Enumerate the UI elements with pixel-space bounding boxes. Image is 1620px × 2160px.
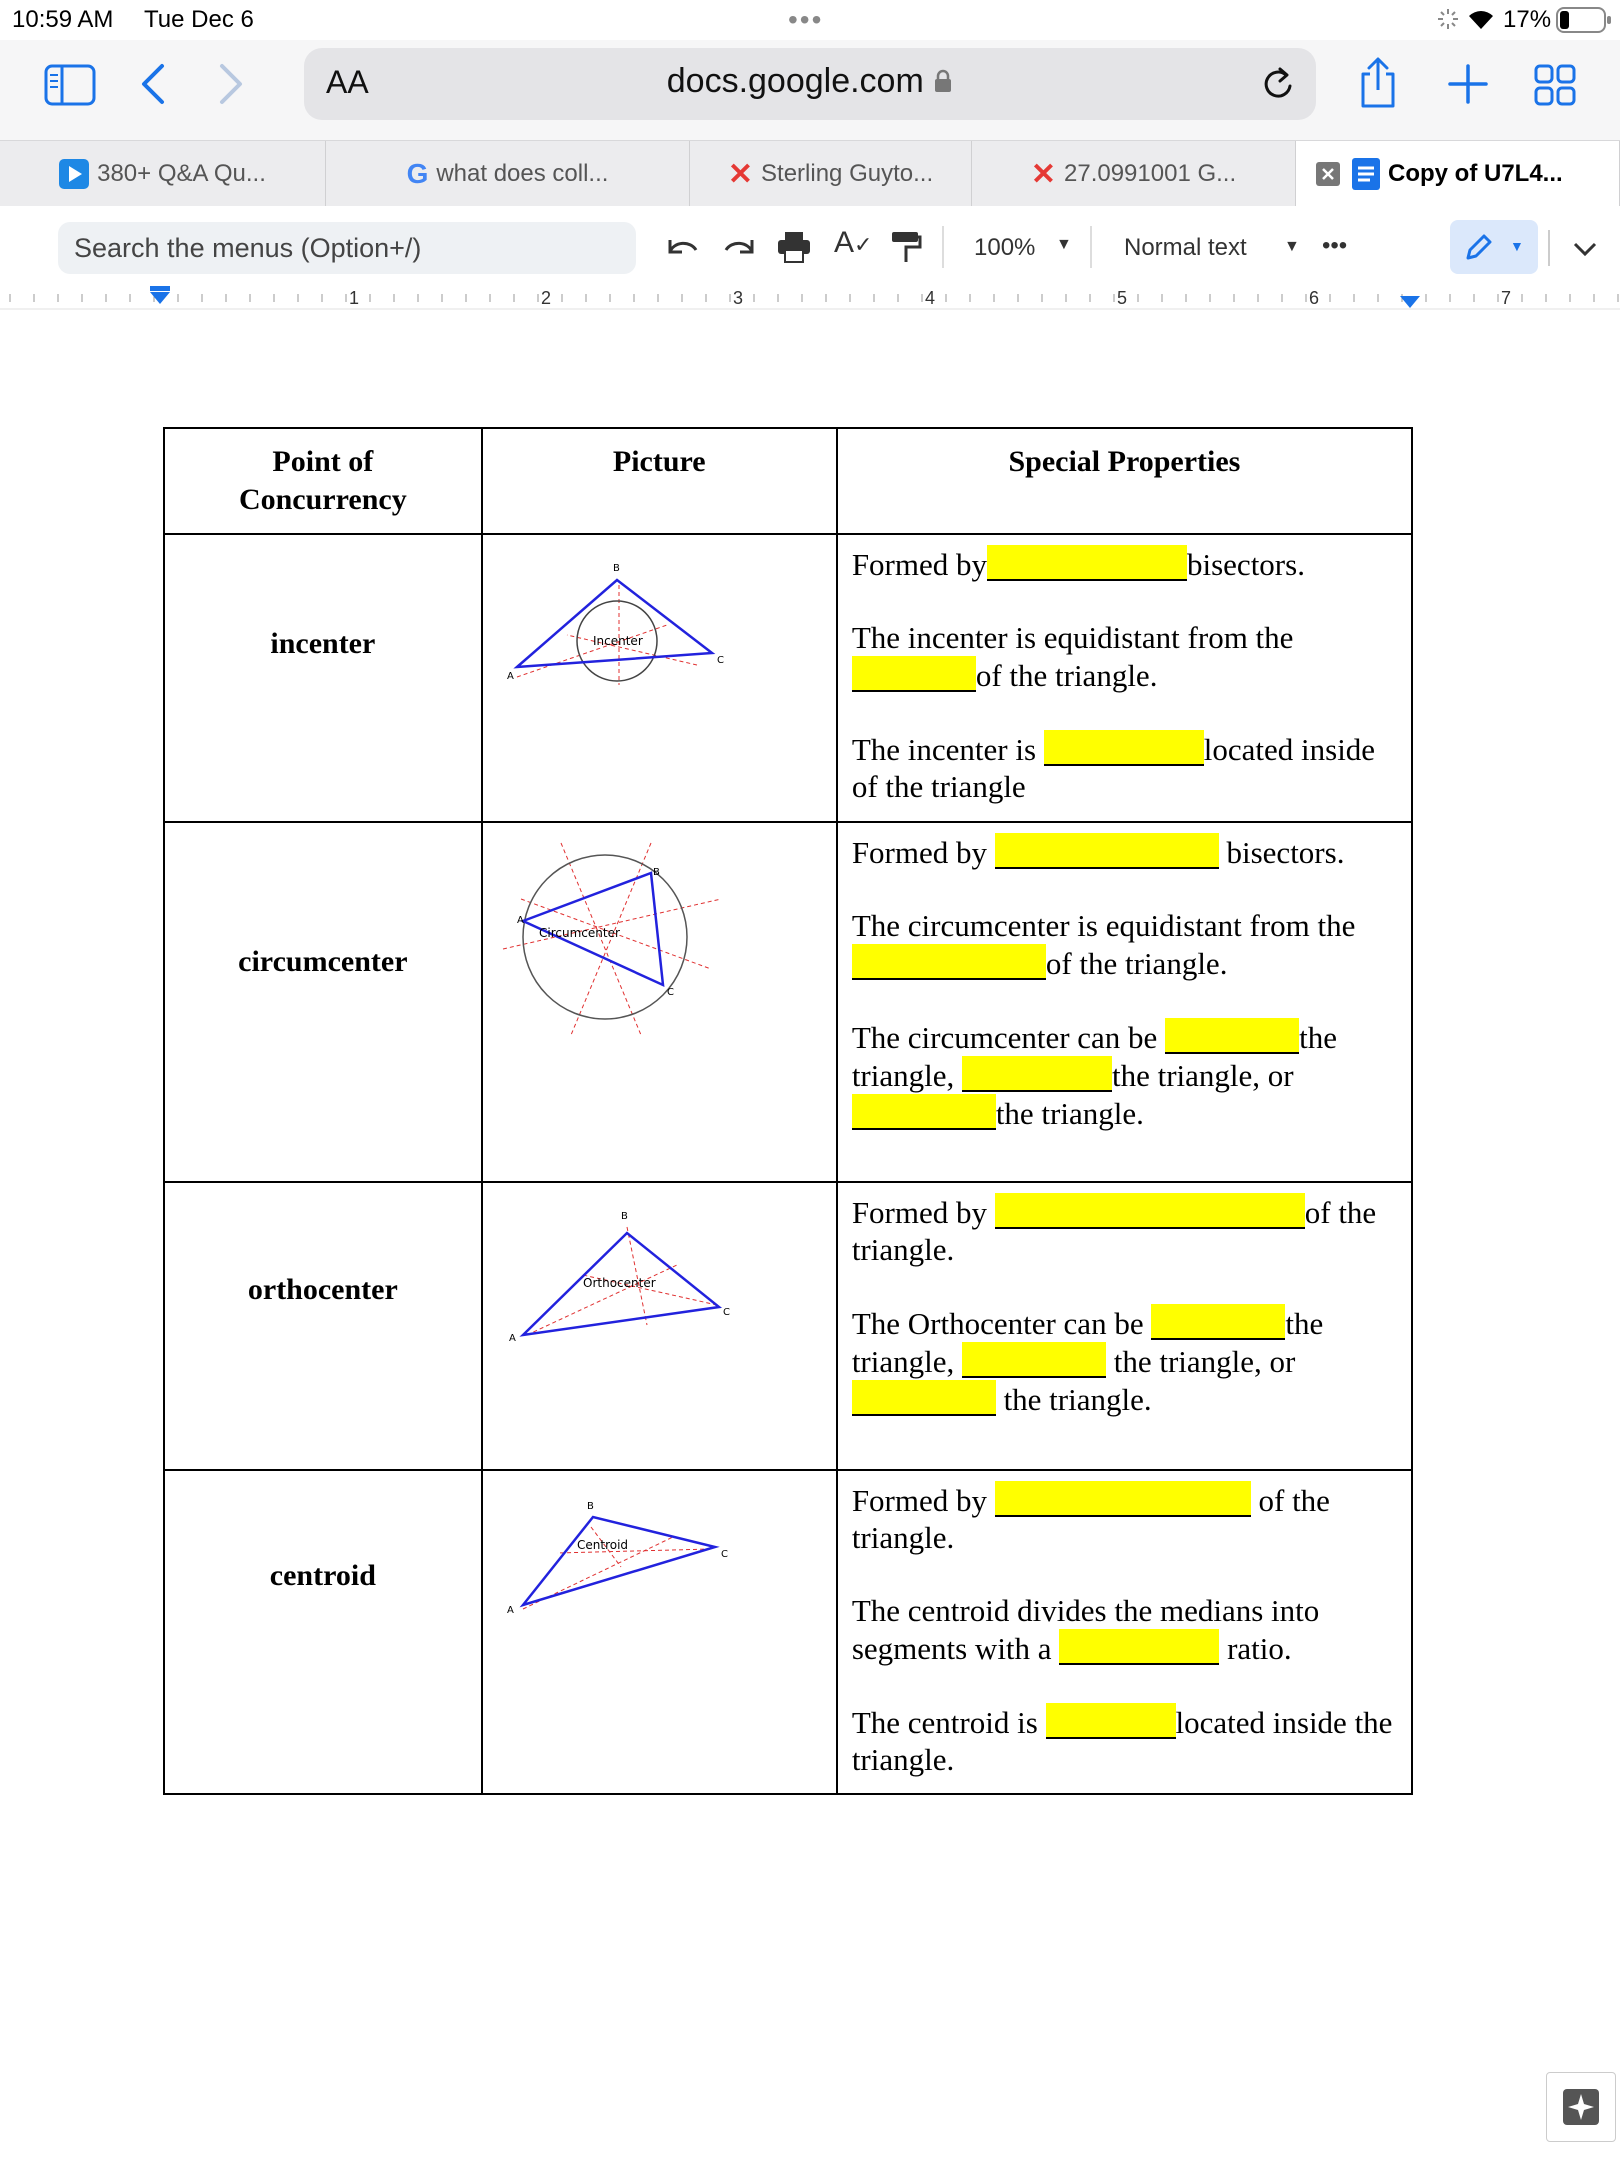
ruler-mark: 7 bbox=[1501, 288, 1512, 308]
address-bar[interactable] bbox=[304, 48, 1316, 120]
property-text: The circumcenter is equidistant from the bbox=[851, 908, 1356, 943]
ruler-ticks bbox=[0, 286, 1620, 310]
header-properties: Special Properties bbox=[837, 428, 1412, 534]
property-text: located inside the triangle. bbox=[851, 1705, 1393, 1777]
docs-icon bbox=[1352, 158, 1380, 190]
row-name: centroid bbox=[164, 1470, 482, 1794]
status-date: Tue Dec 6 bbox=[144, 6, 254, 33]
answer-blank[interactable] bbox=[987, 545, 1187, 581]
property-line bbox=[852, 730, 1401, 805]
diagram-label: Incenter bbox=[592, 634, 643, 648]
property-text: of the triangle. bbox=[975, 658, 1158, 693]
forward-icon[interactable] bbox=[216, 62, 246, 106]
battery-percent: 17% bbox=[1503, 6, 1552, 33]
share-icon[interactable] bbox=[1358, 56, 1398, 110]
property-text: The circumcenter can be bbox=[851, 1020, 1158, 1055]
close-tab-icon[interactable] bbox=[1316, 162, 1340, 186]
ruler-mark: 4 bbox=[925, 288, 936, 308]
status-bar bbox=[0, 0, 1620, 40]
vertex-label-a: A bbox=[508, 1333, 516, 1344]
property-text: the triangle, bbox=[851, 1306, 1324, 1379]
vertex-label-c: C bbox=[716, 655, 724, 666]
property-text: ratio. bbox=[1227, 1631, 1292, 1666]
ruler-mark: 3 bbox=[733, 288, 744, 308]
vertex-label-b: B bbox=[620, 1211, 628, 1222]
text-size-button[interactable]: AA bbox=[326, 64, 369, 100]
toolbar-divider bbox=[942, 226, 944, 268]
property-line bbox=[852, 1018, 1401, 1132]
picture-cell bbox=[482, 822, 837, 1182]
vertex-label-b: B bbox=[612, 563, 620, 574]
property-text: the triangle, or bbox=[1113, 1344, 1296, 1379]
answer-blank[interactable] bbox=[852, 1380, 996, 1416]
answer-blank[interactable] bbox=[1046, 1703, 1176, 1739]
vertex-label-c: C bbox=[720, 1549, 728, 1560]
answer-blank[interactable] bbox=[962, 1342, 1106, 1378]
diagram-label: Centroid bbox=[576, 1538, 628, 1552]
table-row bbox=[164, 534, 1412, 822]
tab-label: 380+ Q&A Qu... bbox=[97, 160, 266, 187]
answer-blank[interactable] bbox=[1151, 1304, 1285, 1340]
reload-icon[interactable] bbox=[1260, 64, 1298, 104]
sidebar-icon[interactable] bbox=[44, 64, 96, 106]
answer-blank[interactable] bbox=[962, 1056, 1112, 1092]
vertex-label-a: A bbox=[516, 915, 524, 926]
google-icon: G bbox=[406, 158, 429, 189]
vertex-label-b: B bbox=[652, 867, 660, 878]
x-brand-icon: ✕ bbox=[727, 157, 754, 191]
answer-blank[interactable] bbox=[852, 656, 976, 692]
tab-number[interactable] bbox=[972, 141, 1296, 207]
tab-bar bbox=[0, 140, 1620, 208]
answer-blank[interactable] bbox=[1059, 1629, 1219, 1665]
orthocenter-diagram bbox=[507, 1205, 737, 1355]
new-tab-icon[interactable] bbox=[1448, 64, 1488, 104]
tab-label: 27.0991001 G... bbox=[1064, 160, 1237, 187]
ruler[interactable] bbox=[0, 286, 1620, 310]
url-domain: docs.google.com bbox=[666, 62, 924, 100]
property-line bbox=[852, 1481, 1401, 1556]
ruler-mark: 5 bbox=[1117, 288, 1128, 308]
wifi-icon bbox=[1466, 6, 1496, 32]
header-point: Point of Concurrency bbox=[164, 428, 482, 534]
centroid-diagram bbox=[501, 1487, 741, 1617]
status-time: 10:59 AM bbox=[12, 6, 114, 33]
property-text: Formed by bbox=[851, 547, 987, 582]
answer-blank[interactable] bbox=[995, 833, 1219, 869]
properties-cell bbox=[837, 1470, 1412, 1794]
back-icon[interactable] bbox=[138, 62, 168, 106]
tab-docs-active[interactable] bbox=[1296, 141, 1620, 207]
properties-cell bbox=[837, 1182, 1412, 1470]
property-line bbox=[852, 545, 1401, 583]
answer-blank[interactable] bbox=[995, 1193, 1305, 1229]
property-line bbox=[852, 833, 1401, 871]
table-row bbox=[164, 1470, 1412, 1794]
ruler-mark: 1 bbox=[349, 288, 360, 308]
multitasking-dots-icon[interactable]: ••• bbox=[788, 4, 824, 35]
property-line bbox=[852, 907, 1401, 982]
tab-label: Sterling Guyto... bbox=[761, 160, 934, 187]
menu-search-input[interactable]: Search the menus (Option+/) bbox=[58, 222, 636, 274]
table-row bbox=[164, 1182, 1412, 1470]
collapse-toolbar-icon[interactable] bbox=[1572, 240, 1598, 258]
diagram-label: Orthocenter bbox=[582, 1276, 656, 1290]
property-line bbox=[852, 619, 1401, 694]
more-options-icon[interactable]: ••• bbox=[1322, 232, 1348, 259]
property-text: The centroid is bbox=[851, 1705, 1038, 1740]
circumcenter-diagram bbox=[501, 839, 731, 1049]
lock-icon bbox=[933, 69, 953, 93]
row-name: orthocenter bbox=[164, 1182, 482, 1470]
property-text: Formed by bbox=[851, 1483, 987, 1518]
property-text: the triangle. bbox=[995, 1096, 1144, 1131]
zoom-select[interactable]: 100% bbox=[974, 234, 1036, 261]
tab-google[interactable] bbox=[326, 141, 690, 207]
ruler-mark: 6 bbox=[1309, 288, 1320, 308]
property-text: The Orthocenter can be bbox=[851, 1306, 1144, 1341]
property-text: of the triangle. bbox=[851, 1483, 1330, 1555]
table-header-row bbox=[164, 428, 1412, 534]
play-icon bbox=[59, 159, 89, 189]
vertex-label-a: A bbox=[506, 671, 514, 682]
tab-label: Copy of U7L4... bbox=[1388, 160, 1563, 187]
concurrency-table bbox=[163, 427, 1413, 1795]
property-text: Formed by bbox=[851, 1195, 987, 1230]
answer-blank[interactable] bbox=[852, 944, 1046, 980]
answer-blank[interactable] bbox=[1165, 1018, 1299, 1054]
property-line bbox=[852, 1193, 1401, 1268]
pencil-icon bbox=[1464, 234, 1492, 262]
row-name: circumcenter bbox=[164, 822, 482, 1182]
tab-label: what does coll... bbox=[436, 160, 609, 187]
property-text: The incenter is equidistant from the bbox=[851, 620, 1294, 655]
tab-sterling[interactable] bbox=[690, 141, 972, 207]
vertex-label-b: B bbox=[586, 1501, 594, 1512]
redo-icon[interactable] bbox=[722, 234, 758, 262]
answer-blank[interactable] bbox=[995, 1481, 1251, 1517]
incenter-diagram bbox=[507, 555, 737, 705]
diagram-label: Circumcenter bbox=[538, 926, 620, 940]
vertex-label-c: C bbox=[722, 1307, 730, 1318]
sparkle-icon bbox=[1563, 2089, 1599, 2125]
table-row bbox=[164, 822, 1412, 1182]
answer-blank[interactable] bbox=[1044, 730, 1204, 766]
property-text: of the triangle. bbox=[851, 1195, 1377, 1267]
property-text: of the triangle. bbox=[1045, 946, 1228, 981]
toolbar-divider bbox=[1090, 226, 1092, 268]
paint-format-icon[interactable] bbox=[890, 230, 922, 264]
vertex-label-a: A bbox=[506, 1605, 514, 1616]
header-picture: Picture bbox=[482, 428, 837, 534]
tab-qa[interactable] bbox=[0, 141, 326, 207]
picture-cell bbox=[482, 534, 837, 822]
x-brand-icon: ✕ bbox=[1030, 157, 1056, 191]
editing-mode-button[interactable] bbox=[1450, 220, 1538, 274]
style-select[interactable]: Normal text bbox=[1124, 234, 1247, 261]
property-text: The incenter is bbox=[851, 732, 1037, 767]
picture-cell bbox=[482, 1182, 837, 1470]
property-text: the triangle, or bbox=[1112, 1058, 1294, 1093]
chevron-down-icon[interactable]: ▼ bbox=[1284, 238, 1300, 255]
property-text: the triangle. bbox=[1003, 1382, 1152, 1417]
row-name: incenter bbox=[164, 534, 482, 822]
chevron-down-icon: ▼ bbox=[1510, 238, 1524, 254]
picture-cell bbox=[482, 1470, 837, 1794]
ruler-mark: 2 bbox=[541, 288, 552, 308]
print-icon[interactable] bbox=[776, 230, 812, 264]
answer-blank[interactable] bbox=[852, 1094, 996, 1130]
assistant-button[interactable] bbox=[1546, 2072, 1616, 2142]
property-text: located inside of the triangle bbox=[851, 732, 1376, 804]
property-line bbox=[852, 1592, 1401, 1667]
tab-overview-icon[interactable] bbox=[1534, 64, 1576, 106]
property-text: The centroid divides the medians into segments with a bbox=[851, 1593, 1320, 1666]
activity-spinner-icon bbox=[1437, 8, 1459, 30]
property-text: Formed by bbox=[851, 835, 987, 870]
property-line bbox=[852, 1703, 1401, 1778]
battery-icon bbox=[1556, 7, 1612, 33]
right-indent-marker[interactable] bbox=[1400, 296, 1420, 308]
toolbar-divider bbox=[1548, 230, 1550, 266]
undo-icon[interactable] bbox=[664, 234, 700, 262]
chevron-down-icon[interactable]: ▼ bbox=[1056, 236, 1072, 253]
spellcheck-icon[interactable]: A✓ bbox=[834, 226, 873, 259]
url-text bbox=[304, 62, 1316, 101]
property-text: the triangle, bbox=[851, 1020, 1337, 1093]
vertex-label-c: C bbox=[666, 987, 674, 998]
property-text: bisectors. bbox=[1187, 547, 1305, 582]
first-line-indent-marker[interactable] bbox=[150, 286, 170, 291]
property-line bbox=[852, 1304, 1401, 1418]
properties-cell bbox=[837, 534, 1412, 822]
left-indent-marker[interactable] bbox=[150, 292, 170, 304]
docs-toolbar bbox=[0, 206, 1620, 286]
property-text: bisectors. bbox=[1226, 835, 1345, 870]
properties-cell bbox=[837, 822, 1412, 1182]
